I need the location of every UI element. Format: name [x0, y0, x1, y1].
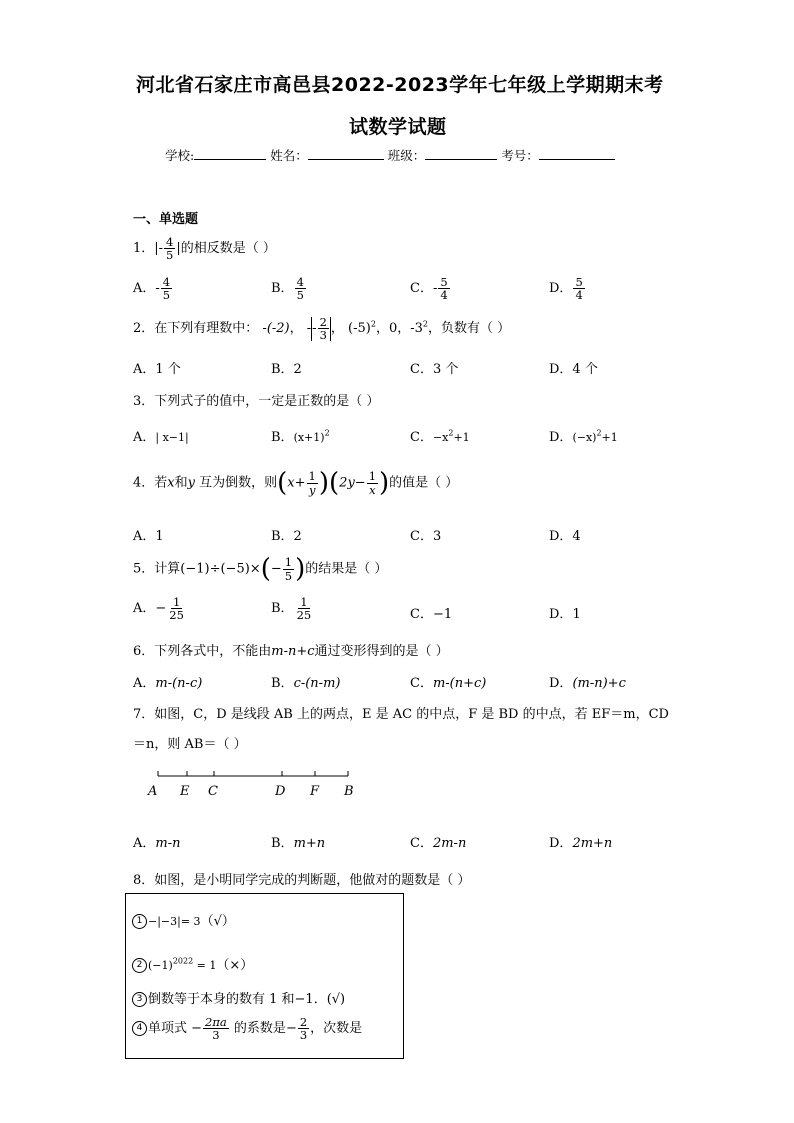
- frac-den: 5: [162, 288, 171, 303]
- q2-fraction: [318, 316, 329, 341]
- point-label-c: C: [208, 784, 218, 799]
- paren-close: ): [295, 554, 306, 584]
- frac-num: 2: [319, 315, 327, 329]
- question-8-stem: 8．如图，是小明同学完成的判断题，他做对的题数是（ ）: [133, 873, 471, 888]
- option-exp: 2: [324, 428, 330, 438]
- frac-den: x: [369, 482, 376, 497]
- circled-number: 3: [132, 992, 147, 1007]
- option-fraction: [295, 276, 306, 301]
- option-fraction: [438, 276, 449, 301]
- q6-option-c[interactable]: [410, 672, 486, 691]
- frac-num: 1: [284, 555, 293, 570]
- paper-title-line2: 试数学试题: [349, 116, 447, 138]
- q2-expr-c-exp: 2: [370, 319, 376, 329]
- frac-num: 5: [575, 275, 583, 289]
- option-expr: 2m-n: [432, 836, 467, 851]
- option-expr: m+n: [293, 836, 326, 851]
- option-label: B．: [271, 676, 294, 691]
- judgement-fraction-b: [298, 1016, 309, 1041]
- q6-option-a[interactable]: [133, 672, 202, 691]
- point-label-f: F: [310, 784, 320, 799]
- option-label: B．: [271, 836, 294, 851]
- option-label: A．: [133, 430, 156, 445]
- judgement-item-4: 4 单项式 − $\frac{2\pi a}{3}$ 的系数是− $\frac{2}{3}$ ，次数是: [132, 1016, 362, 1041]
- exam-number-label: 考号：: [501, 148, 539, 163]
- frac-den: 5: [296, 288, 304, 303]
- q2-expr-c: (-5): [348, 321, 371, 337]
- paren-open: (: [277, 468, 288, 498]
- frac-num: 2: [299, 1015, 308, 1029]
- frac-num: 4: [162, 275, 171, 289]
- q2-expr-a: -(-2): [262, 321, 290, 337]
- option-fraction: [573, 276, 584, 301]
- question-5-stem: [133, 556, 387, 582]
- option-label: A．: [133, 836, 156, 851]
- q5-expr: (−1)÷(−5)×: [180, 561, 261, 577]
- frac-den: y: [308, 482, 316, 497]
- question-6-stem: [133, 640, 449, 659]
- q4-term1: x+: [287, 475, 306, 491]
- option-label: B．: [271, 430, 294, 445]
- frac-den: 3: [212, 1028, 220, 1043]
- frac-den: 25: [296, 608, 312, 623]
- q5-stem-pre: 5．计算: [133, 561, 181, 577]
- option-label: D．: [549, 281, 573, 297]
- q1-fraction: [164, 236, 175, 261]
- q3-option-b[interactable]: [271, 426, 330, 445]
- q6-option-d[interactable]: [549, 672, 626, 691]
- option-expr: (m-n)+c: [572, 676, 626, 691]
- option-label: D．: [549, 836, 573, 851]
- q2-option-b[interactable]: B．2: [271, 362, 302, 377]
- q5-option-b[interactable]: [271, 596, 314, 621]
- q2-expr-b-sign: -: [306, 321, 312, 337]
- q1-option-a[interactable]: [133, 276, 173, 301]
- frac-den: 5: [284, 568, 293, 583]
- q5-option-c[interactable]: [410, 603, 452, 622]
- option-text: 1: [572, 607, 581, 622]
- q1-option-d[interactable]: [549, 276, 586, 301]
- judgement-mid: 的系数是: [233, 1021, 286, 1037]
- point-label-d: D: [275, 784, 286, 799]
- option-label: C．: [410, 836, 433, 851]
- q4-option-d[interactable]: D．4: [549, 529, 581, 544]
- q3-option-c[interactable]: [410, 426, 470, 445]
- question-4-stem: [133, 470, 458, 496]
- school-blank[interactable]: [194, 147, 266, 160]
- class-label: 班级：: [387, 148, 426, 163]
- judgement-expr-post: = 1: [193, 959, 217, 972]
- option-label: B．: [271, 281, 294, 297]
- q6-option-b[interactable]: [271, 672, 340, 691]
- q6-expr: m-n+c: [271, 644, 315, 659]
- option-expr: m-n: [155, 836, 181, 851]
- q4-term2: 2y−: [339, 475, 366, 491]
- option-label: A．: [133, 601, 156, 617]
- q2-option-a[interactable]: A．1 个: [133, 362, 181, 377]
- q1-option-c[interactable]: [410, 276, 451, 301]
- q4-option-c[interactable]: C．3: [410, 529, 442, 544]
- judgement-mark: （√）: [200, 914, 235, 929]
- option-sign: -: [155, 281, 160, 297]
- frac-num: 1: [300, 595, 308, 609]
- q1-frac-den: 5: [166, 248, 174, 263]
- option-expr: | x−1|: [155, 431, 189, 444]
- frac-den: 4: [575, 288, 583, 303]
- frac-den: 3: [319, 328, 327, 343]
- frac-num: 5: [440, 275, 448, 289]
- q5-option-d[interactable]: [549, 603, 581, 622]
- option-label: C．: [410, 607, 433, 622]
- judgement-item-3: [132, 988, 345, 1007]
- option-expr: (−x): [572, 431, 597, 444]
- option-label: C．: [410, 676, 433, 691]
- option-label: A．: [133, 676, 156, 691]
- judgement-item-1: [132, 910, 235, 929]
- paren-open: (: [260, 554, 271, 584]
- q2-stem-pre: 2．在下列有理数中：: [133, 321, 259, 337]
- frac-den: 3: [299, 1028, 308, 1043]
- option-fraction: [161, 276, 172, 301]
- q3-option-d[interactable]: [549, 426, 618, 445]
- q1-option-b[interactable]: [271, 276, 307, 301]
- frac-den: 25: [169, 608, 184, 623]
- q2-stem-post: ，负数有（ ）: [427, 321, 511, 337]
- judgement-post: ，次数是: [310, 1021, 363, 1037]
- option-label: C．: [410, 430, 433, 445]
- judgement-exp: 2022: [172, 956, 194, 966]
- option-expr: (x+1): [293, 431, 325, 444]
- judgement-pre: 单项式: [148, 1021, 188, 1037]
- q4-fraction-2: [367, 470, 378, 495]
- frac-num: 1: [172, 595, 181, 609]
- judgement-text: 倒数等于本身的数有 1 和−1．(√): [148, 992, 346, 1007]
- option-exp: 2: [596, 428, 602, 438]
- q2-expr-d: ，0，-3: [375, 321, 423, 337]
- option-expr-post: +1: [601, 431, 618, 444]
- exam-number-blank[interactable]: [539, 147, 615, 160]
- q5-stem-post: 的结果是（ ）: [305, 561, 388, 577]
- option-expr: m-(n-c): [155, 676, 203, 691]
- q2-option-c[interactable]: C．3 个: [410, 362, 459, 377]
- q4-stem-pre: 4．若: [133, 475, 168, 491]
- q4-and: 和: [174, 475, 188, 491]
- circled-number: 1: [132, 914, 147, 929]
- q1-stem-pre: 1．|-: [133, 241, 164, 257]
- judgement-item-2: [132, 954, 253, 973]
- q7-option-a[interactable]: [133, 832, 180, 851]
- q1-stem-post: |的相反数是（ ）: [176, 241, 276, 257]
- circled-number: 2: [132, 958, 147, 973]
- paren-close: ): [318, 468, 330, 498]
- judgement-expr: −|−3|= 3: [148, 915, 201, 928]
- q7-option-d[interactable]: [549, 832, 612, 851]
- paren-close: ): [379, 468, 390, 498]
- option-expr: 2m+n: [572, 836, 613, 851]
- option-expr: m-(n+c): [432, 676, 487, 691]
- option-label: B．: [271, 601, 294, 617]
- option-fraction: [295, 596, 314, 621]
- option-sign: -: [432, 281, 438, 297]
- frac-num: 2πa: [205, 1015, 227, 1029]
- option-label: D．: [549, 607, 573, 622]
- q2-option-d[interactable]: D．4 个: [549, 362, 598, 377]
- option-sign: −: [155, 601, 167, 617]
- q7-option-b[interactable]: [271, 832, 325, 851]
- option-label: D．: [549, 430, 573, 445]
- frac-num: 1: [308, 469, 316, 484]
- q4-option-b[interactable]: B．2: [271, 529, 302, 544]
- option-expr: c-(n-m): [293, 676, 341, 691]
- q4-stem-mid: 互为倒数，则: [195, 475, 278, 491]
- q4-fraction-1: [307, 470, 318, 495]
- frac-num: 1: [368, 469, 377, 484]
- segment-diagram: [140, 768, 370, 804]
- option-expr: −x: [432, 431, 449, 444]
- q2-expr-d-exp: 2: [422, 319, 428, 329]
- option-label: D．: [549, 676, 573, 691]
- q5-fraction: [283, 556, 294, 581]
- question-1-stem: [133, 236, 276, 261]
- frac-num: 4: [296, 275, 304, 289]
- option-label: A．: [133, 281, 156, 297]
- option-fraction: [167, 596, 186, 621]
- point-label-e: E: [180, 784, 190, 799]
- q4-var-y: y: [187, 475, 195, 491]
- q3-option-a[interactable]: [133, 426, 189, 445]
- q7-option-c[interactable]: [410, 832, 466, 851]
- name-blank[interactable]: [308, 147, 384, 160]
- option-expr-post: +1: [453, 431, 470, 444]
- q6-stem-pre: 6．下列各式中，不能由: [133, 644, 272, 659]
- question-3-stem: 3．下列式子的值中，一定是正数的是（ ）: [133, 394, 380, 409]
- question-7-stem-line1: 7．如图，C，D 是线段 AB 上的两点，E 是 AC 的中点，F 是 BD 的中点，若 EF＝m，CD: [133, 707, 669, 722]
- question-2-stem: 2．在下列有理数中： -(-2)， -- $\frac{2}{3}$ ， $(-5)^2$，0，$-3^2$，负数有（ ）: [133, 315, 511, 343]
- class-blank[interactable]: [425, 147, 497, 160]
- name-label: 姓名：: [270, 148, 308, 163]
- circled-number: 4: [132, 1021, 147, 1036]
- school-label: 学校:: [165, 148, 195, 163]
- q5-option-a[interactable]: [133, 596, 187, 621]
- q5-frac-sign: −: [270, 561, 282, 577]
- q6-stem-post: 通过变形得到的是（ ）: [314, 644, 449, 659]
- q4-option-a[interactable]: A．1: [133, 529, 164, 544]
- q4-stem-post: 的值是（ ）: [389, 475, 459, 491]
- student-info-row: [165, 146, 615, 164]
- point-label-a: A: [148, 784, 158, 799]
- judgement-fraction-a: [203, 1016, 229, 1041]
- judgement-mark: （×）: [216, 958, 254, 973]
- abs-bar-right: [330, 317, 331, 341]
- question-7-stem-line2: ＝n，则 AB＝（ ）: [133, 737, 247, 752]
- q4-var-x: x: [167, 475, 175, 491]
- option-exp: 2: [448, 428, 454, 438]
- frac-den: 4: [440, 288, 448, 303]
- q1-frac-num: 4: [166, 235, 174, 249]
- paper-title-line1: 河北省石家庄市高邑县2022-2023学年七年级上学期期末考: [136, 74, 664, 96]
- judgement-expr: (−1): [148, 959, 173, 972]
- option-label: C．: [410, 281, 433, 297]
- section-heading: 一、单选题: [133, 212, 199, 227]
- paren-open: (: [329, 468, 340, 498]
- point-label-b: B: [344, 784, 354, 799]
- option-text: −1: [432, 607, 453, 622]
